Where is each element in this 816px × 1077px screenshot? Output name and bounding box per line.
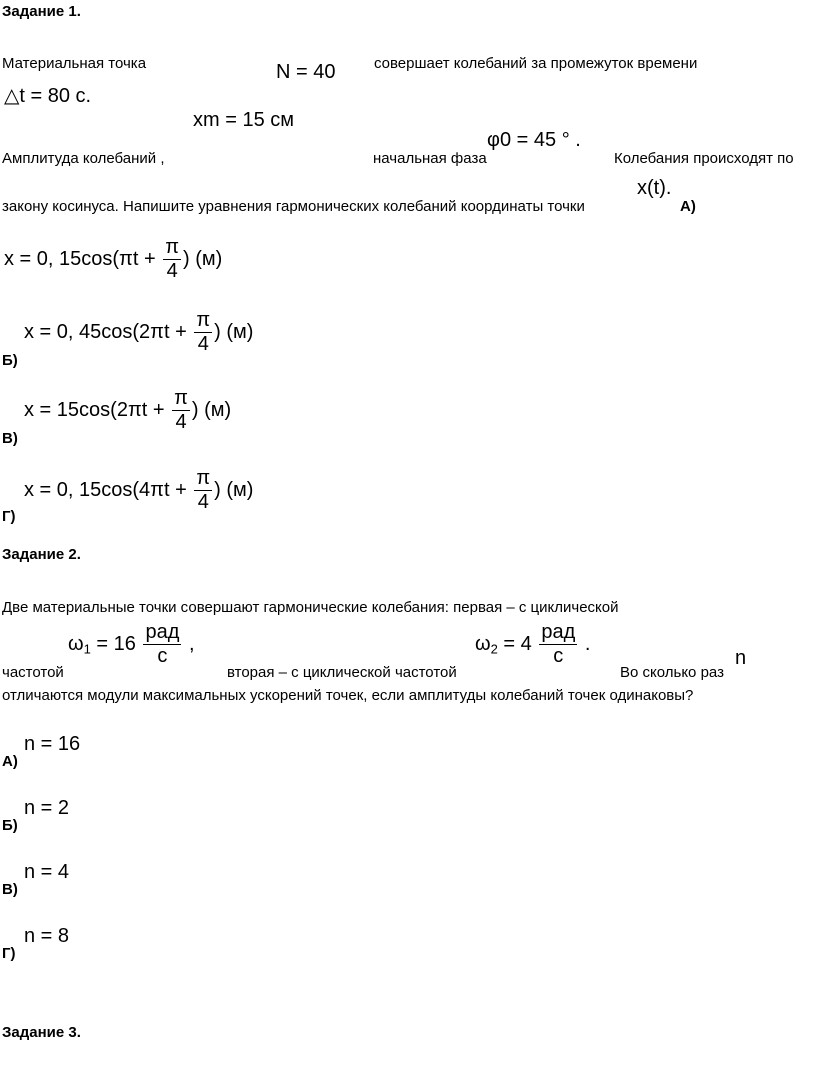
task2-formula-w1	[68, 622, 195, 667]
task1-option-c-formula[interactable]	[24, 388, 231, 433]
task2-heading: Задание 2.	[2, 546, 81, 563]
task1-option-d-formula[interactable]	[24, 468, 253, 513]
task2-text-how-many: Во сколько раз	[620, 664, 724, 681]
task2-option-d-formula[interactable]: n = 8	[24, 925, 70, 947]
formula-part: ) (м)	[214, 478, 254, 501]
task1-option-a-formula[interactable]	[4, 237, 222, 282]
task2-option-b-formula[interactable]: n = 2	[24, 797, 70, 819]
subscript: 2	[490, 641, 498, 657]
task1-text-material-point: Материальная точка	[2, 55, 147, 72]
fraction-denominator: с	[553, 645, 564, 667]
task1-text-initial-phase: начальная фаза	[373, 150, 487, 167]
task1-text-oscillations-occur: Колебания происходят по	[614, 150, 794, 167]
formula-part: x = 0, 15cos(4πt +	[24, 478, 193, 501]
task1-option-b-letter[interactable]: Б)	[2, 352, 18, 369]
formula-part: = 16	[90, 632, 142, 655]
task3-heading: Задание 3.	[2, 1024, 81, 1041]
task2-option-a-formula[interactable]: n = 16	[24, 733, 81, 755]
formula-part: ) (м)	[214, 320, 254, 343]
task1-option-c-letter[interactable]: В)	[2, 430, 18, 447]
fraction-numerator: рад	[145, 621, 180, 643]
task2-option-a-letter[interactable]: А)	[2, 753, 18, 770]
fraction-denominator: 4	[197, 333, 209, 355]
task1-option-a-letter[interactable]: А)	[680, 198, 696, 215]
formula-part: x = 15cos(2πt +	[24, 398, 171, 421]
fraction-denominator: 4	[166, 260, 178, 282]
task2-text-second: вторая – с циклической частотой	[227, 664, 457, 681]
formula-part: .	[579, 632, 591, 655]
task1-formula-xm: xm = 15 см	[193, 109, 295, 131]
task2-text-frequency: частотой	[2, 664, 64, 681]
task1-text-oscillations: совершает колебаний за промежуток времени	[374, 55, 698, 72]
formula-part: ) (м)	[191, 398, 232, 421]
fraction-numerator: π	[174, 387, 188, 409]
formula-part: x = 0, 45cos(2πt +	[24, 320, 193, 343]
fraction-numerator: рад	[541, 621, 576, 643]
formula-part: ω	[68, 632, 84, 655]
task1-formula-xt: x(t).	[637, 177, 672, 199]
formula-part: ω	[475, 632, 491, 655]
task2-formula-w2	[475, 622, 590, 667]
fraction-denominator: с	[157, 645, 168, 667]
fraction-numerator: π	[165, 236, 180, 258]
task1-formula-dt: △t = 80 с.	[4, 85, 92, 107]
task1-formula-N: N = 40	[276, 61, 336, 83]
task1-text-cosine-law: закону косинуса. Напишите уравнения гармонических колебаний координаты точки	[2, 198, 585, 215]
task1-text-amplitude: Амплитуда колебаний ,	[2, 150, 165, 167]
task2-option-c-formula[interactable]: n = 4	[24, 861, 70, 883]
fraction-numerator: π	[196, 309, 211, 331]
task1-heading: Задание 1.	[2, 3, 81, 20]
task1-option-b-formula[interactable]	[24, 310, 253, 355]
task2-option-b-letter[interactable]: Б)	[2, 817, 18, 834]
task1-formula-phi: φ0 = 45 ° .	[487, 129, 581, 151]
fraction-numerator: π	[196, 467, 211, 489]
formula-part: = 4	[497, 632, 538, 655]
fraction-denominator: 4	[175, 411, 187, 433]
formula-part: ) (м)	[183, 247, 223, 270]
formula-part: x = 0, 15cos(πt +	[4, 247, 162, 270]
task2-var-n: n	[735, 647, 747, 669]
subscript: 1	[83, 641, 91, 657]
task2-option-d-letter[interactable]: Г)	[2, 945, 16, 962]
formula-part: ,	[183, 632, 195, 655]
task2-text-intro: Две материальные точки совершают гармонические колебания: первая – с циклической	[2, 599, 619, 616]
task1-option-d-letter[interactable]: Г)	[2, 508, 16, 525]
task2-option-c-letter[interactable]: В)	[2, 881, 18, 898]
task2-text-question: отличаются модули максимальных ускорений точек, если амплитуды колебаний точек одинаковы?	[2, 687, 694, 704]
fraction-denominator: 4	[197, 491, 209, 513]
